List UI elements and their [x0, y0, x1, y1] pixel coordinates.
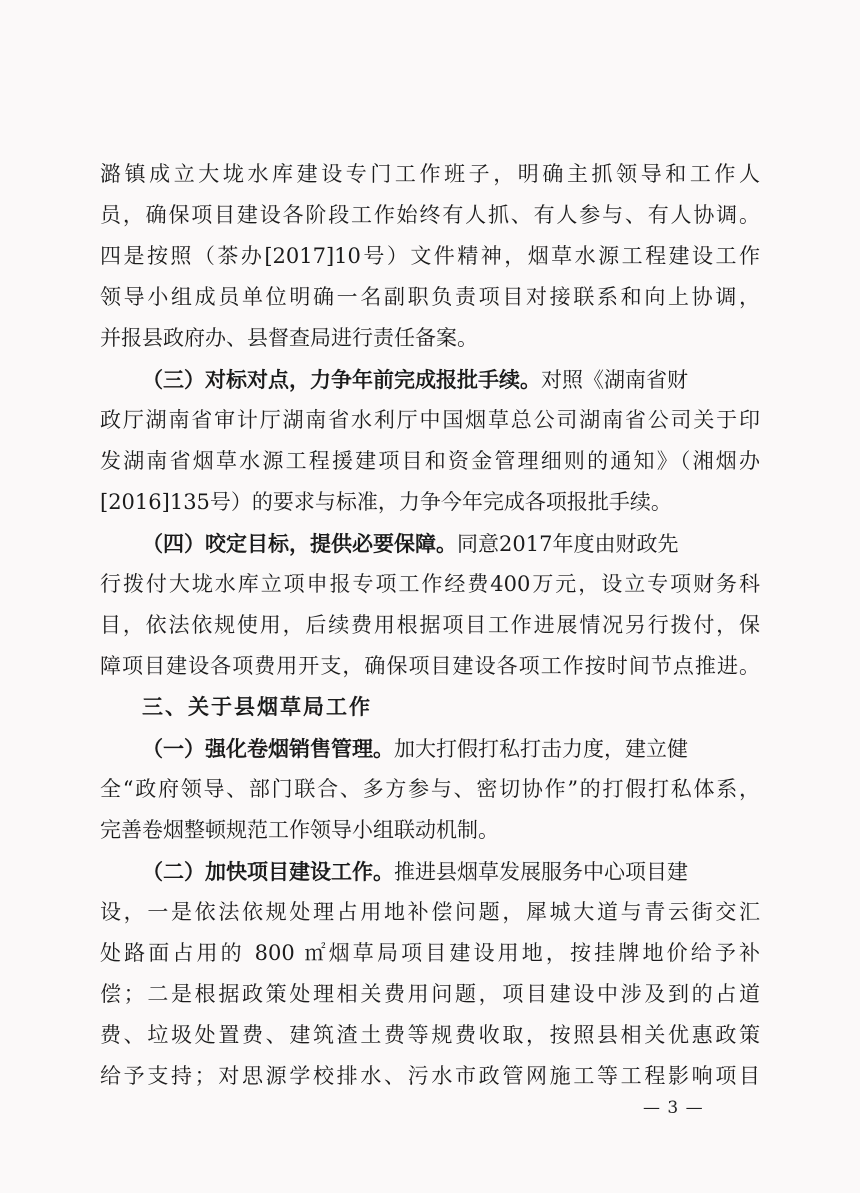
text-line: 障项目建设各项费用开支，确保项目建设各项工作按时间节点推进。 — [100, 654, 760, 678]
paragraph-heading: （三）对标对点，力争年前完成报批手续。 — [142, 367, 541, 392]
text-line: [2016]135号）的要求与标准，力争今年完成各项报批手续。 — [100, 490, 672, 514]
text-line: 设，一是依法依规处理占用地补偿问题，犀城大道与青云街交汇 — [100, 900, 760, 924]
text-line: 给予支持；对思源学校排水、污水市政管网施工等工程影响项目 — [100, 1064, 760, 1088]
paragraph-text: 推进县烟草发展服务中心项目建 — [394, 860, 688, 884]
paragraph-b-first-line — [100, 851, 760, 892]
text-line: 并报县政府办、县督查局进行责任备案。 — [100, 326, 478, 350]
page-number: — 3 — — [643, 1098, 704, 1118]
text-line: 全“政府领导、部门联合、多方参与、密切协作”的打假打私体系， — [100, 777, 760, 801]
text-line: 目，依法依规使用，后续费用根据项目工作进展情况另行拨付，保 — [100, 613, 760, 637]
paragraph-text: 同意2017年度由财政先 — [457, 532, 679, 556]
paragraph-heading: （二）加快项目建设工作。 — [142, 859, 394, 884]
text-line: 员，确保项目建设各阶段工作始终有人抓、有人参与、有人协调。 — [100, 203, 760, 227]
text-line: 政厅湖南省审计厅湖南省水利厅中国烟草总公司湖南省公司关于印 — [100, 408, 760, 432]
paragraph-4-first-line — [100, 523, 760, 564]
body-text — [100, 154, 760, 1097]
paragraph-a-first-line — [100, 728, 760, 769]
paragraph-text: 加大打假打私打击力度，建立健 — [394, 737, 688, 761]
text-line: 四是按照（茶办[2017]10号）文件精神，烟草水源工程建设工作 — [100, 244, 760, 268]
text-line: 行拨付大垅水库立项申报专项工作经费400万元，设立专项财务科 — [100, 572, 760, 596]
text-line: 处路面占用的 800 ㎡烟草局项目建设用地，按挂牌地价给予补 — [100, 941, 760, 965]
paragraph-3-first-line — [100, 359, 760, 400]
section-title: 三、关于县烟草局工作 — [142, 695, 372, 719]
paragraph-heading: （一）强化卷烟销售管理。 — [142, 736, 394, 761]
text-line: 费、垃圾处置费、建筑渣土费等规费收取，按照县相关优惠政策 — [100, 1023, 760, 1047]
text-line: 完善卷烟整顿规范工作领导小组联动机制。 — [100, 818, 499, 842]
text-line: 领导小组成员单位明确一名副职负责项目对接联系和向上协调， — [100, 285, 760, 309]
paragraph-text: 对照《湖南省财 — [541, 368, 688, 392]
text-line: 偿；二是根据政策处理相关费用问题，项目建设中涉及到的占道 — [100, 982, 760, 1006]
text-line: 潞镇成立大垅水库建设专门工作班子，明确主抓领导和工作人 — [100, 162, 760, 186]
paragraph-heading: （四）咬定目标，提供必要保障。 — [142, 531, 457, 556]
text-line: 发湖南省烟草水源工程援建项目和资金管理细则的通知》（湘烟办 — [100, 449, 760, 473]
